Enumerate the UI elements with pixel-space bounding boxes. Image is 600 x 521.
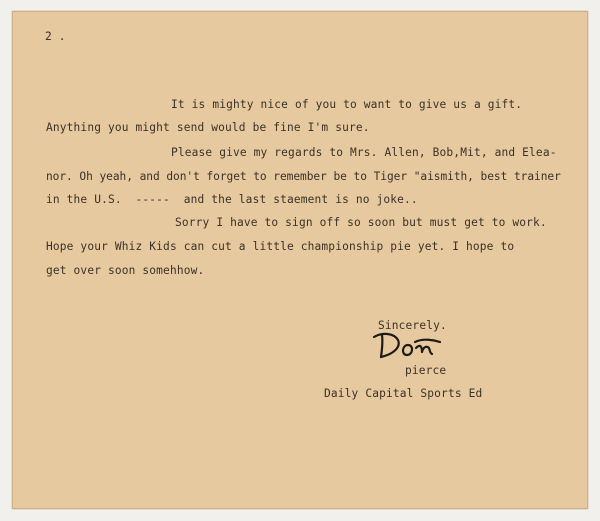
body-line-8: get over soon somehhow. — [46, 264, 205, 277]
body-line-4: nor. Oh yeah, and don't forget to remember be to Tiger "aismith, best trainer — [46, 170, 561, 183]
letter-page — [12, 11, 588, 509]
body-line-3: Please give my regards to Mrs. Allen, Bob,Mit, and Elea- — [171, 146, 557, 159]
body-line-6: Sorry I have to sign off so soon but must get to work. — [175, 216, 547, 229]
typed-name: pierce — [405, 364, 447, 377]
page-number: 2 . — [45, 30, 66, 43]
body-line-5: in the U.S. ----- and the last staement is no joke.. — [46, 193, 418, 206]
body-line-7: Hope your Whiz Kids can cut a little championship pie yet. I hope to — [46, 240, 515, 253]
closing: Sincerely. — [378, 319, 447, 332]
title-line: Daily Capital Sports Ed — [324, 387, 483, 400]
handwritten-signature — [368, 326, 458, 366]
body-line-1: It is mighty nice of you to want to give us a gift. — [171, 98, 523, 111]
body-line-2: Anything you might send would be fine I'm sure. — [46, 121, 370, 134]
